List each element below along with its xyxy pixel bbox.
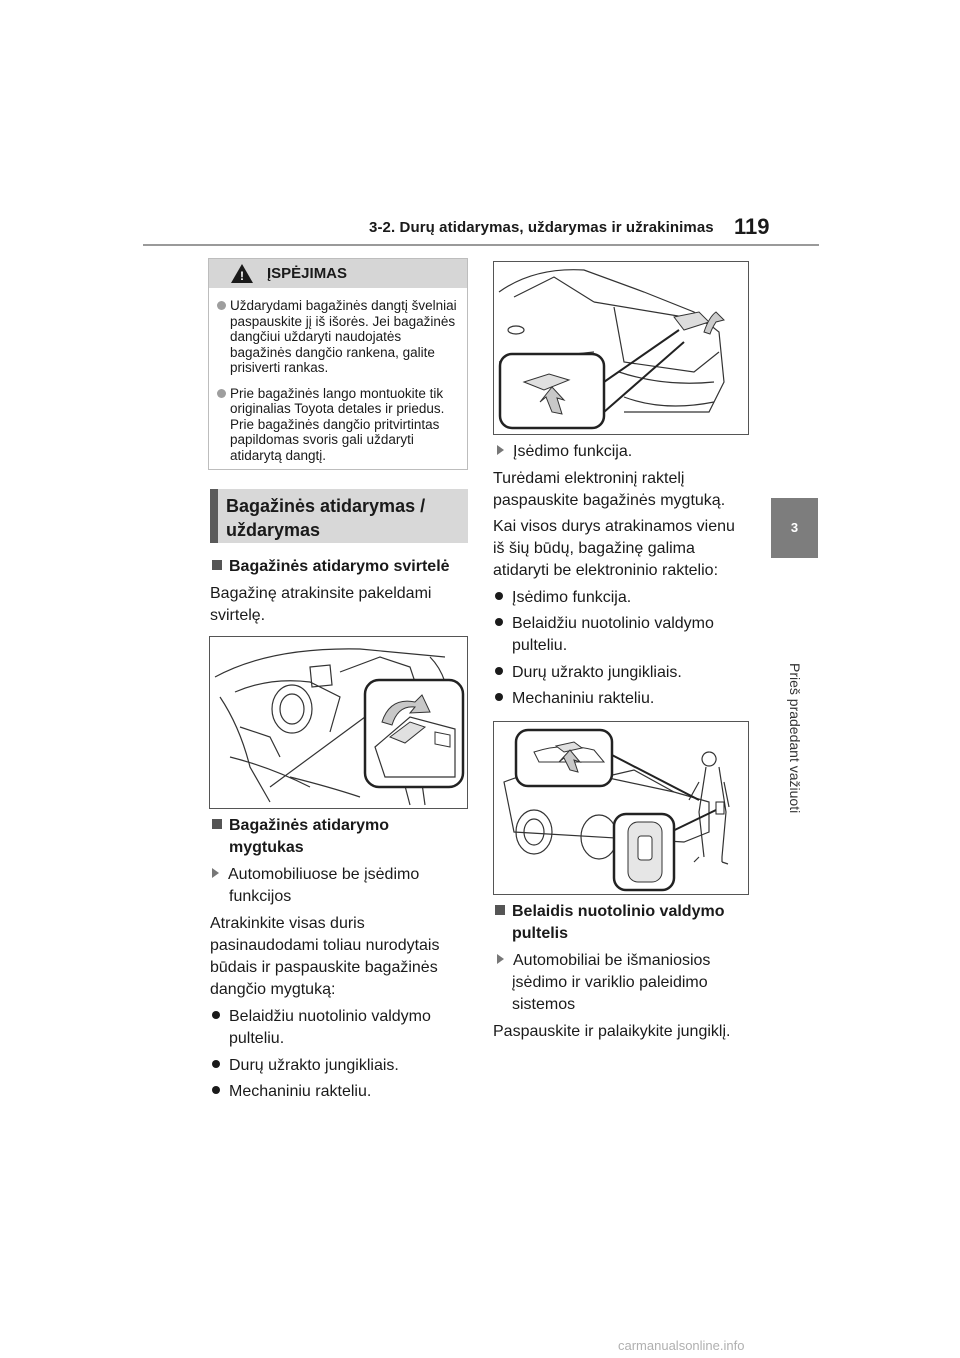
paragraph: Atrakinkite visas duris	[210, 915, 365, 932]
bullet-item: Mechaniniu rakteliu.	[212, 1081, 371, 1103]
triangle-bullet-icon	[497, 954, 504, 964]
heading-bar	[210, 489, 218, 543]
paragraph: Bagažinę atrakinsite pakeldami	[210, 585, 432, 602]
paragraph: pasinaudodami toliau nurodytais	[210, 937, 440, 954]
dot-bullet-icon	[212, 1060, 220, 1068]
square-bullet-icon	[212, 560, 222, 570]
interior-illustration	[210, 637, 467, 808]
figure-remote-trunk	[493, 721, 749, 895]
triangle-bullet-icon	[497, 445, 504, 455]
warning-text: Prie bagažinės lango montuokite tik originalias Toyota detales ir priedus. Prie bagažinės dangčio pritvirtintas papildomas svoris gali uždaryti atidarytą dangtį.	[230, 385, 445, 463]
section-heading	[210, 489, 468, 543]
remote-illustration	[494, 722, 748, 894]
heading-line: uždarymas	[226, 520, 321, 540]
chapter-tab: 3	[771, 498, 818, 558]
subheading-button-cont: mygtukas	[229, 839, 304, 856]
warning-title: ĮSPĖJIMAS	[267, 265, 348, 282]
paragraph: svirtelę.	[210, 607, 266, 624]
watermark: carmanualsonline.info	[618, 1338, 745, 1353]
note-line: sistemos	[512, 996, 576, 1013]
warning-text: Uždarydami bagažinės dangtį švelniai paspauskite jį iš išorės. Jei bagažinės dangčiui uždaryti naudojatės bagažinės dangčio rankena, galite prisiverti rankas.	[230, 298, 457, 375]
warning-item	[217, 386, 457, 464]
warning-header	[209, 259, 467, 288]
bullet-item: Durų užrakto jungikliais.	[212, 1055, 399, 1077]
bullet-item: Mechaniniu rakteliu.	[495, 688, 654, 710]
triangle-bullet-icon	[212, 868, 219, 878]
dot-bullet-icon	[495, 667, 503, 675]
bullet-item: Įsėdimo funkcija.	[495, 587, 631, 609]
subheading-remote-cont: pultelis	[512, 925, 569, 942]
running-header: 3-2. Durų atidarymas, uždarymas ir užrakinimas	[369, 219, 714, 236]
subheading-remote: Belaidis nuotolinio valdymo	[495, 901, 724, 923]
note-line: Automobiliai be išmaniosios	[497, 950, 710, 972]
subheading-button: Bagažinės atidarymo	[212, 815, 389, 837]
figure-interior-lever	[209, 636, 468, 809]
square-bullet-icon	[495, 905, 505, 915]
bullet-item: Belaidžiu nuotolinio valdymo	[495, 613, 714, 635]
bullet-icon	[217, 301, 226, 310]
paragraph: Turėdami elektroninį raktelį	[493, 470, 685, 487]
warning-item	[217, 298, 457, 376]
dot-bullet-icon	[495, 693, 503, 701]
dot-bullet-icon	[212, 1086, 220, 1094]
page-number: 119	[734, 214, 770, 239]
paragraph: Paspauskite ir palaikykite jungiklį.	[493, 1023, 731, 1040]
bullet-item-cont: pulteliu.	[229, 1030, 285, 1047]
paragraph: Kai visos durys atrakinamos vienu	[493, 518, 735, 535]
note-line: Automobiliuose be įsėdimo	[212, 864, 419, 886]
warning-icon: !	[231, 264, 253, 283]
bullet-item: Durų užrakto jungikliais.	[495, 662, 682, 684]
heading-line: Bagažinės atidarymas /	[226, 496, 426, 516]
paragraph: atidaryti be elektroninio raktelio:	[493, 562, 719, 579]
note-line: įsėdimo ir variklio paleidimo	[512, 974, 708, 991]
dot-bullet-icon	[495, 592, 503, 600]
paragraph: paspauskite bagažinės mygtuką.	[493, 492, 726, 509]
warning-box	[208, 258, 468, 470]
bullet-item-cont: pulteliu.	[512, 637, 568, 654]
trunk-illustration	[494, 262, 748, 434]
dot-bullet-icon	[212, 1011, 220, 1019]
bullet-item: Belaidžiu nuotolinio valdymo	[212, 1006, 431, 1028]
note-line: Įsėdimo funkcija.	[497, 441, 632, 463]
paragraph: dangčio mygtuką:	[210, 981, 336, 998]
subheading-lever: Bagažinės atidarymo svirtelė	[212, 556, 450, 578]
bullet-icon	[217, 389, 226, 398]
note-line: funkcijos	[229, 888, 292, 905]
figure-trunk-button	[493, 261, 749, 435]
header-rule	[143, 244, 819, 246]
paragraph: iš šių būdų, bagažinę galima	[493, 540, 695, 557]
square-bullet-icon	[212, 819, 222, 829]
dot-bullet-icon	[495, 618, 503, 626]
paragraph: būdais ir paspauskite bagažinės	[210, 959, 438, 976]
chapter-label: Prieš pradedant važiuoti	[787, 663, 803, 814]
